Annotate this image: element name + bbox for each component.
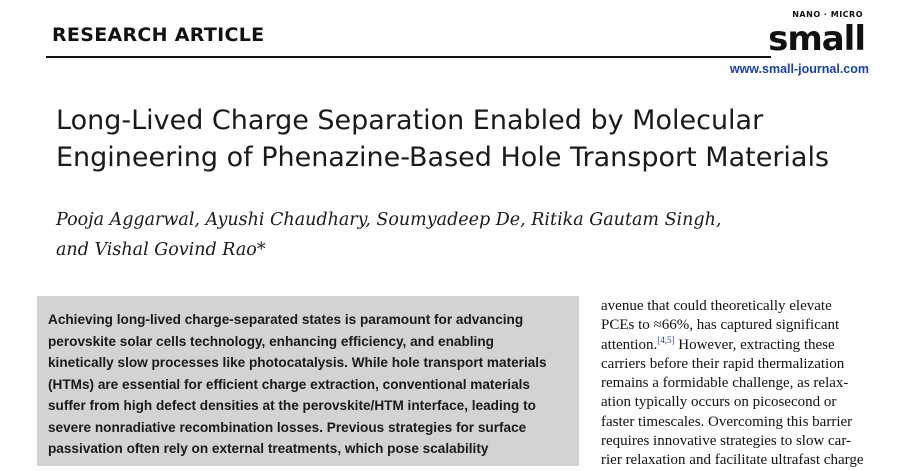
- body-line: [601, 413, 870, 432]
- body-line-text-end: However, extracting these: [674, 336, 835, 353]
- body-line-text-start: attention.: [601, 336, 658, 353]
- body-line: [601, 393, 870, 412]
- body-line: [601, 297, 870, 316]
- body-text-column: [601, 297, 870, 471]
- body-line-text: PCEs to ≈66%, has captured significant: [601, 317, 840, 334]
- abstract-line: severe nonradiative recombination losses. Previous strategies for surface: [48, 419, 527, 435]
- citation-link[interactable]: [4,5]: [657, 334, 675, 345]
- journal-logo-word: small: [768, 19, 865, 59]
- body-line-text: [601, 336, 835, 355]
- body-line-text: ation typically occurs on picosecond or: [601, 394, 837, 411]
- body-line: [601, 451, 870, 470]
- body-line: [601, 316, 870, 335]
- body-line-text: avenue that could theoretically elevate: [601, 298, 832, 314]
- article-title: [56, 102, 856, 176]
- body-line-text: remains a formidable challenge, as relax-: [601, 375, 849, 392]
- abstract-text: [48, 309, 578, 460]
- journal-logo-super: NANO · MICRO: [792, 10, 863, 19]
- body-line: [601, 336, 870, 355]
- journal-logo: [768, 10, 877, 62]
- abstract-line: Achieving long-lived charge-separated states is paramount for advancing: [48, 312, 524, 327]
- abstract-line: kinetically slow processes like photocatalysis. While hole transport materials: [48, 355, 547, 370]
- abstract-line: suffer from high defect densities at the perovskite/HTM interface, leading to: [48, 398, 536, 413]
- author-line: Pooja Aggarwal, Ayushi Chaudhary, Soumyadeep De, Ritika Gautam Singh,: [56, 210, 722, 230]
- abstract-line: passivation often rely on external treatments, which pose scalability: [48, 441, 489, 456]
- abstract-line: perovskite solar cells technology, enhancing efficiency, and enabling: [48, 333, 494, 349]
- section-label: RESEARCH ARTICLE: [52, 24, 265, 46]
- abstract-line: (HTMs) are essential for efficient charge extraction, conventional materials: [48, 376, 530, 392]
- body-line: [601, 355, 870, 374]
- header-rule: [46, 56, 771, 58]
- body-line-text: faster timescales. Overcoming this barrier: [601, 413, 853, 430]
- title-line: Engineering of Phenazine-Based Hole Transport Materials: [56, 142, 830, 173]
- body-line: [601, 374, 870, 393]
- title-line: Long-Lived Charge Separation Enabled by Molecular: [56, 105, 764, 136]
- author-line: and Vishal Govind Rao*: [56, 240, 266, 260]
- author-list: [56, 205, 836, 265]
- body-line-text: rier relaxation and facilitate ultrafast charge: [601, 452, 864, 469]
- body-line: [601, 432, 870, 451]
- body-line-text: carriers before their rapid thermalization: [601, 355, 845, 372]
- journal-url-link[interactable]: www.small-journal.com: [729, 62, 869, 76]
- body-line-text: requires innovative strategies to slow car-: [601, 433, 852, 450]
